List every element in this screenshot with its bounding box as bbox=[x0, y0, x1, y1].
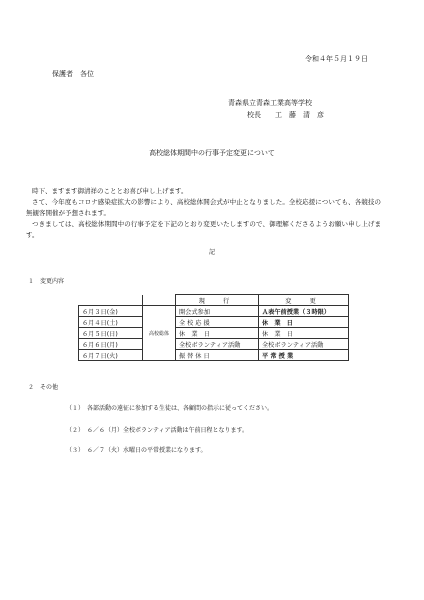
table-row bbox=[79, 339, 349, 350]
document-title: 高校総体期間中の行事予定変更について bbox=[149, 149, 275, 157]
table-row bbox=[79, 306, 349, 317]
header-current: 現 行 bbox=[176, 295, 259, 306]
recipient: 保護者 各位 bbox=[52, 70, 94, 78]
row-date: ６月５日(日) bbox=[79, 328, 143, 339]
note-item: （２） ６／６（月）全校ボランティア活動は午前日程となります。 bbox=[66, 427, 249, 434]
table-row bbox=[79, 317, 349, 328]
note-item: （１） 各部活動の遠征に参加する生徒は、各顧問の指示に従ってください。 bbox=[66, 405, 274, 412]
row-date: ６月４日(土) bbox=[79, 317, 143, 328]
table-row bbox=[79, 350, 349, 361]
ki-heading: 記 bbox=[208, 249, 215, 256]
row-current: 全校ボランティア活動 bbox=[176, 339, 259, 350]
category-cell: 高校総体 bbox=[143, 306, 176, 361]
section-change-heading: １ 変更内容 bbox=[28, 278, 65, 285]
table-row bbox=[79, 328, 349, 339]
note-item: （３） ６／７（火）水曜日の平常授業になります。 bbox=[66, 447, 207, 454]
body-paragraph: 時下、ますます御清祥のこととお喜び申し上げます。 bbox=[32, 187, 188, 195]
row-new: 休 業 日 bbox=[259, 317, 349, 328]
row-new: Ａ表午前授業（３時限） bbox=[259, 306, 349, 317]
letter-date: 令和４年５月１９日 bbox=[305, 55, 368, 63]
row-new: 休 業 日 bbox=[259, 328, 349, 339]
row-current: 全 校 応 援 bbox=[176, 317, 259, 328]
row-date: ６月７日(火) bbox=[79, 350, 143, 361]
body-paragraph: さて、今年度もコロナ感染症拡大の影響により、高校総体開会式が中止となりました。全校応援についても、各競技の無観客開催が予想されます。 bbox=[26, 198, 381, 217]
section-other-heading: ２ その他 bbox=[28, 384, 59, 391]
row-new: 平 常 授 業 bbox=[259, 350, 349, 361]
principal-name: 校長 工 藤 清 彦 bbox=[247, 111, 324, 119]
row-date: ６月３日(金) bbox=[79, 306, 143, 317]
row-current: 振 替 休 日 bbox=[176, 350, 259, 361]
header-new: 変 更 bbox=[259, 295, 349, 306]
row-date: ６月６日(月) bbox=[79, 339, 143, 350]
row-new: 全校ボランティア活動 bbox=[259, 339, 349, 350]
school-name: 青森県立青森工業高等学校 bbox=[228, 99, 312, 107]
table-header-row bbox=[79, 295, 349, 306]
letter-body bbox=[26, 186, 381, 241]
schedule-change-table bbox=[78, 294, 349, 361]
row-current: 開会式参加 bbox=[176, 306, 259, 317]
body-paragraph: つきましては、高校総体期間中の行事予定を下記のとおり変更いたしますので、御理解くださるようお願い申し上げます。 bbox=[26, 220, 381, 239]
row-current: 休 業 日 bbox=[176, 328, 259, 339]
